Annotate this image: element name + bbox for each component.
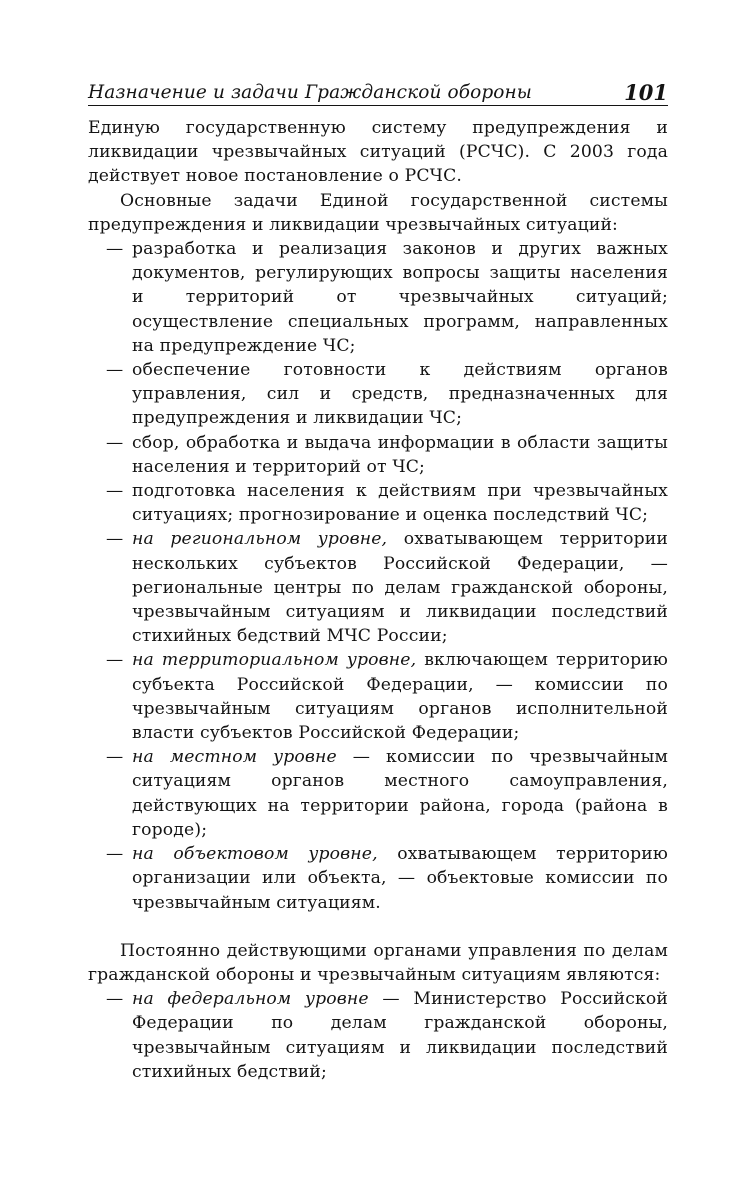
list-item-text: охватывающем территории нескольких субъектов Российской Федерации, — региональные центры по делам гражданской обороны, чрезвычайным ситуациям и ликвидации последствий стихийных бедствий МЧС России; [132, 529, 669, 647]
level-label: на территориальном уровне, [132, 650, 417, 671]
dash-marker: — [106, 844, 124, 865]
chapter-title: Назначение и задачи Гражданской обороны [88, 82, 532, 103]
list-item [88, 527, 668, 648]
list-item [88, 987, 668, 1084]
list-item-text: — Министерство Российской Федерации по делам гражданской обороны, чрезвычайным ситуациям и ликвидации последствий стихийных бедствий; [132, 989, 668, 1082]
dash-marker: — [106, 239, 124, 260]
list-item [88, 358, 668, 431]
list-item [88, 479, 668, 527]
dash-marker: — [106, 529, 124, 550]
page-number: 101 [624, 80, 668, 105]
dash-marker: — [106, 481, 124, 502]
paragraph-rschs: Единую государственную систему предупреждения и ликвидации чрезвычайных ситуаций (РСЧС). С 2003 года действует новое постановление о РСЧС. [88, 118, 668, 187]
list-item [88, 745, 668, 842]
list-item-text: охватывающем территорию организации или объекта, — объектовые комиссии по чрезвычайным ситуациям. [132, 844, 668, 913]
dash-marker: — [106, 650, 124, 671]
list-item [88, 237, 668, 358]
dash-marker: — [106, 432, 124, 453]
list-item-text: подготовка населения к действиям при чрезвычайных ситуациях; прогнозирование и оценка последствий ЧС; [132, 481, 668, 526]
paragraph-permanent-bodies: Постоянно действующими органами управления по делам гражданской обороны и чрезвычайным ситуациям являются: [88, 940, 668, 985]
list-item-text: обеспечение готовности к действиям органов управления, сил и средств, предназначенных для предупреждения и ликвидации ЧС; [132, 360, 668, 429]
list-item [88, 431, 668, 479]
level-label: на региональном уровне, [132, 529, 388, 550]
dash-marker: — [106, 747, 124, 768]
permanent-bodies-list [88, 987, 668, 1084]
list-item [88, 842, 668, 915]
tasks-list [88, 237, 668, 527]
list-item-text: включающем территорию субъекта Российской Федерации, — комиссии по чрезвычайным ситуациям органов исполнительной власти субъектов Российской Федерации; [132, 650, 668, 744]
list-item-text: сбор, обработка и выдача информации в области защиты населения и территорий от ЧС; [132, 432, 668, 477]
list-item-text: разработка и реализация законов и других важных документов, регулирующих вопросы защиты населения и территорий от чрезвычайных ситуаций; осуществление специальных программ, направленных на предупреждение ЧС; [132, 239, 668, 356]
paragraph-gap [88, 915, 668, 939]
level-label: на объектовом уровне, [132, 844, 378, 865]
running-header [88, 80, 668, 108]
list-item-text: — комиссии по чрезвычайным ситуациям органов местного самоуправления, действующих на территории района, города (района в городе); [132, 747, 668, 840]
paragraph-tasks-intro: Основные задачи Единой государственной системы предупреждения и ликвидации чрезвычайных ситуаций: [88, 190, 668, 235]
levels-list [88, 527, 668, 914]
level-label: на федеральном уровне [132, 989, 369, 1010]
dash-marker: — [106, 989, 124, 1010]
dash-marker: — [106, 360, 124, 381]
page-body [88, 116, 668, 1084]
level-label: на местном уровне [132, 747, 337, 768]
header-rule [88, 105, 668, 106]
list-item [88, 648, 668, 745]
